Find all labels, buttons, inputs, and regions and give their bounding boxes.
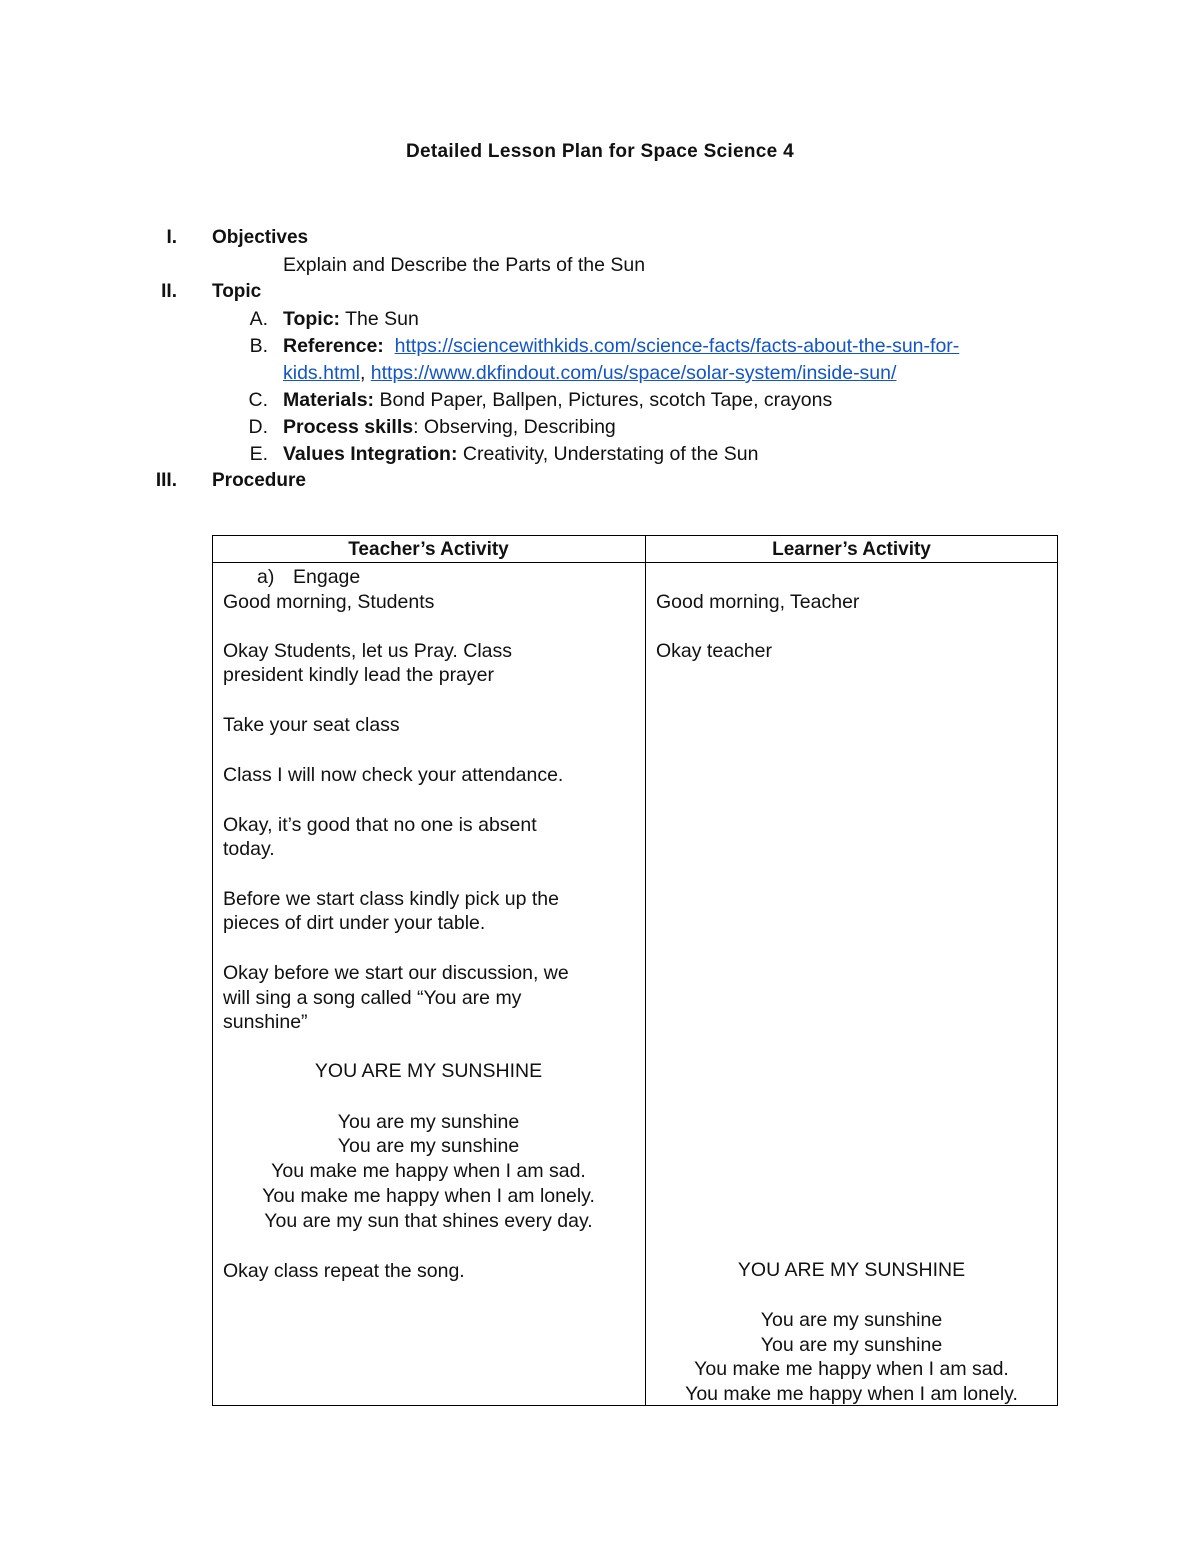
teacher-song-line: You are my sunshine — [337, 1111, 520, 1133]
objectives-text: Explain and Describe the Parts of the Sun — [283, 254, 646, 276]
learner-song-title: YOU ARE MY SUNSHINE — [737, 1259, 966, 1281]
section-numeral-topic: II. — [161, 281, 177, 302]
teacher-song-line: You make me happy when I am sad. — [271, 1160, 586, 1182]
teacher-line: pieces of dirt under your table. — [223, 912, 486, 934]
section-numeral-procedure: III. — [155, 470, 177, 491]
teacher-line: Okay before we start our discussion, we — [223, 962, 569, 984]
materials-value: Bond Paper, Ballpen, Pictures, scotch Tape, crayons — [374, 389, 833, 411]
section-heading-topic: Topic — [212, 281, 262, 302]
engage-label: Engage — [293, 566, 361, 588]
reference-link-1[interactable]: https://sciencewithkids.com/science-facts/facts-about-the-sun-for- — [394, 335, 960, 357]
values-label: Values Integration: — [283, 443, 458, 465]
teacher-line: sunshine” — [223, 1011, 308, 1033]
teacher-song-line: You are my sun that shines every day. — [264, 1210, 593, 1232]
process-value: : Observing, Describing — [413, 416, 616, 438]
reference-label: Reference: — [283, 335, 384, 357]
table-header-teacher: Teacher’s Activity — [348, 539, 509, 560]
learner-song-line: You are my sunshine — [760, 1334, 943, 1356]
learner-line: Okay teacher — [656, 640, 772, 662]
topic-letter-a: A. — [249, 308, 268, 330]
topic-item-reference-cont — [283, 362, 896, 385]
teacher-line: Class I will now check your attendance. — [223, 764, 564, 786]
materials-label: Materials: — [283, 389, 375, 411]
teacher-line: Okay, it’s good that no one is absent — [223, 814, 537, 836]
topic-item-topic — [283, 308, 419, 331]
teacher-line: today. — [223, 838, 275, 860]
topic-label: Topic: — [283, 308, 341, 330]
table-header-learner: Learner’s Activity — [772, 539, 931, 560]
values-value: Creativity, Understating of the Sun — [457, 443, 759, 465]
learner-song-line: You are my sunshine — [760, 1309, 943, 1331]
reference-link-2[interactable]: https://www.dkfindout.com/us/space/solar-system/inside-sun/ — [370, 362, 897, 384]
teacher-line: will sing a song called “You are my — [223, 987, 522, 1009]
teacher-line: Before we start class kindly pick up the — [223, 888, 559, 910]
teacher-line: Good morning, Students — [223, 591, 435, 613]
teacher-line: Take your seat class — [223, 714, 400, 736]
learner-song-line: You make me happy when I am sad. — [694, 1358, 1009, 1380]
topic-letter-d: D. — [248, 416, 268, 438]
teacher-song-title: YOU ARE MY SUNSHINE — [314, 1060, 543, 1082]
teacher-line: Okay Students, let us Pray. Class — [223, 640, 513, 662]
teacher-song-line: You make me happy when I am lonely. — [262, 1185, 595, 1207]
topic-letter-b: B. — [249, 335, 268, 357]
engage-marker: a) — [257, 566, 275, 588]
section-heading-objectives: Objectives — [212, 227, 309, 248]
teacher-line: president kindly lead the prayer — [223, 664, 494, 686]
teacher-song-line: You are my sunshine — [337, 1135, 520, 1157]
page-title: Detailed Lesson Plan for Space Science 4 — [406, 141, 794, 162]
reference-separator: , — [359, 362, 371, 384]
reference-link-1-cont[interactable]: kids.html — [283, 362, 360, 384]
learner-song-line: You make me happy when I am lonely. — [685, 1383, 1018, 1405]
learner-line: Good morning, Teacher — [656, 591, 860, 613]
section-numeral-objectives: I. — [166, 227, 177, 248]
topic-item-process — [283, 416, 616, 439]
topic-letter-e: E. — [249, 443, 268, 465]
topic-item-values — [283, 443, 758, 466]
process-label: Process skills — [283, 416, 414, 438]
topic-letter-c: C. — [248, 389, 268, 411]
topic-item-reference — [283, 335, 959, 358]
section-heading-procedure: Procedure — [212, 470, 306, 491]
teacher-line: Okay class repeat the song. — [223, 1260, 465, 1282]
topic-item-materials — [283, 389, 832, 412]
table-header-rule — [212, 562, 1058, 563]
topic-value: The Sun — [340, 308, 419, 330]
